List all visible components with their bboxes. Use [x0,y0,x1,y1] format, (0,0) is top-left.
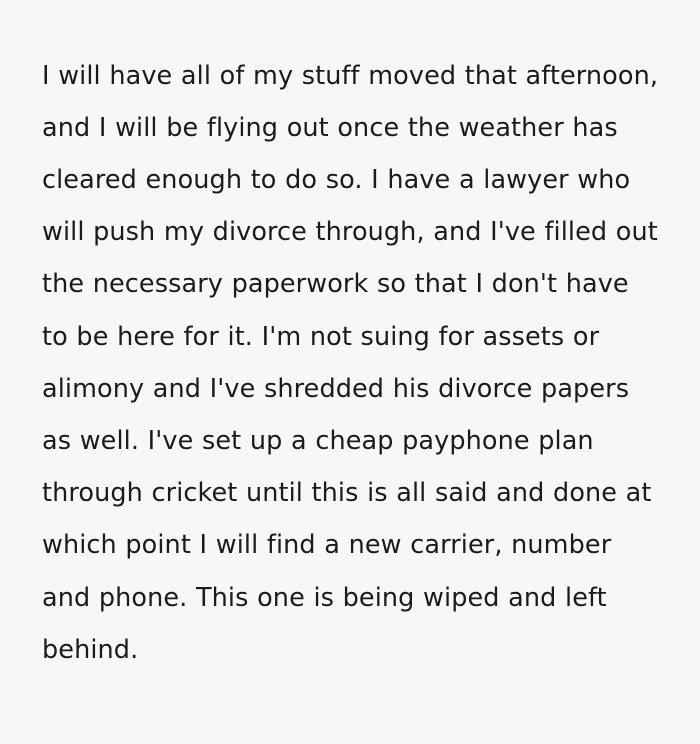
document-body-text: I will have all of my stuff moved that afternoon, and I will be flying out once the weather has cleared enough to do so. I have a lawyer who will push my divorce through, and I've filled out the necessary paperwork so that I don't have to be here for it. I'm not suing for assets or alimony and I've shredded his divorce papers as well. I've set up a cheap payphone plan through cricket until this is all said and done at which point I will find a new carrier, number and phone. This one is being wiped and left behind. [42,60,667,665]
